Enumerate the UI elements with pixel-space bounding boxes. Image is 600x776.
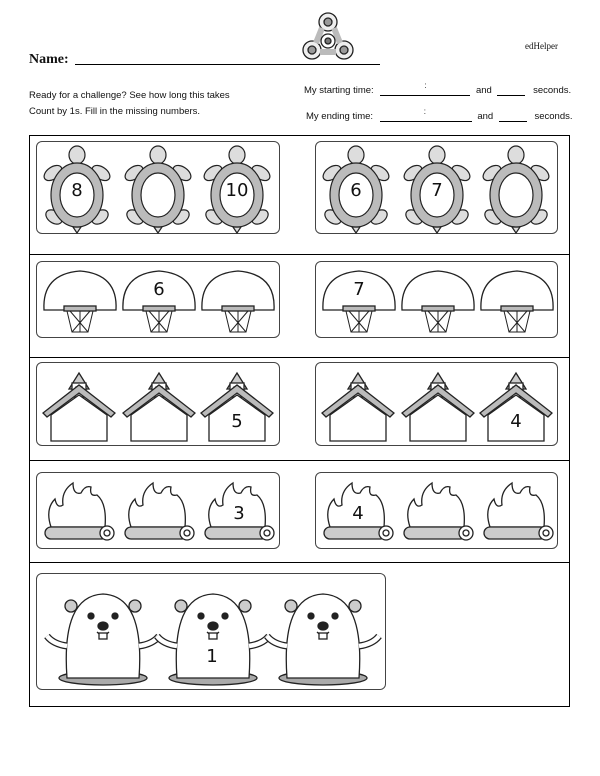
schoolhouse-item bbox=[199, 369, 275, 443]
turtle-number[interactable]: 10 bbox=[225, 180, 249, 201]
groundhog-icon bbox=[43, 586, 161, 686]
schoolhouse-item bbox=[41, 369, 117, 443]
campfire-item bbox=[320, 479, 396, 545]
turtle-number[interactable]: 6 bbox=[350, 180, 362, 201]
groundhog-icon bbox=[263, 586, 381, 686]
and-label: and bbox=[475, 85, 492, 96]
turtle-icon bbox=[479, 145, 553, 233]
row-divider bbox=[29, 357, 570, 358]
hoop-item bbox=[121, 268, 197, 334]
groundhog-item bbox=[263, 586, 381, 686]
campfire-item bbox=[400, 479, 476, 545]
campfire-icon bbox=[41, 479, 117, 545]
schoolhouse-item bbox=[121, 369, 197, 443]
turtle-number[interactable]: 7 bbox=[431, 180, 443, 201]
ending-time-label: My ending time: bbox=[306, 111, 374, 122]
hoop-number[interactable]: 6 bbox=[153, 279, 165, 300]
hoop-card-left bbox=[36, 261, 280, 338]
brand-label: edHelper bbox=[525, 41, 558, 51]
schoolhouse-card-right bbox=[315, 362, 558, 446]
schoolhouse-icon bbox=[41, 369, 117, 443]
schoolhouse-icon bbox=[121, 369, 197, 443]
turtle-item bbox=[400, 145, 474, 233]
turtle-card-left bbox=[36, 141, 280, 234]
groundhog-number[interactable]: 1 bbox=[206, 646, 218, 667]
basketball-hoop-icon bbox=[121, 268, 197, 334]
name-field[interactable] bbox=[75, 64, 380, 65]
schoolhouse-icon bbox=[400, 369, 476, 443]
starting-time-label: My starting time: bbox=[304, 85, 374, 96]
turtle-item bbox=[319, 145, 393, 233]
schoolhouse-item bbox=[478, 369, 554, 443]
basketball-hoop-icon bbox=[200, 268, 276, 334]
turtle-item bbox=[40, 145, 114, 233]
instruction-line-2: Count by 1s. Fill in the missing numbers. bbox=[29, 106, 201, 117]
schoolhouse-number[interactable]: 5 bbox=[231, 411, 243, 432]
groundhog-icon bbox=[153, 586, 271, 686]
campfire-card-left bbox=[36, 472, 280, 549]
basketball-hoop-icon bbox=[321, 268, 397, 334]
starting-seconds-blank[interactable] bbox=[497, 85, 525, 96]
campfire-number[interactable]: 3 bbox=[233, 503, 245, 524]
ending-seconds-blank[interactable] bbox=[499, 111, 527, 122]
campfire-item bbox=[480, 479, 556, 545]
name-label: Name: bbox=[29, 52, 69, 67]
hoop-item bbox=[479, 268, 555, 334]
schoolhouse-number[interactable]: 4 bbox=[510, 411, 522, 432]
schoolhouse-item bbox=[400, 369, 476, 443]
starting-time-blank[interactable]: : bbox=[380, 85, 470, 96]
hoop-number[interactable]: 7 bbox=[353, 279, 365, 300]
ending-time-row bbox=[306, 107, 573, 122]
instruction-line-1: Ready for a challenge? See how long this takes bbox=[29, 90, 230, 101]
campfire-item bbox=[201, 479, 277, 545]
hoop-item bbox=[42, 268, 118, 334]
schoolhouse-icon bbox=[320, 369, 396, 443]
campfire-card-right bbox=[315, 472, 558, 549]
basketball-hoop-icon bbox=[42, 268, 118, 334]
basketball-hoop-icon bbox=[400, 268, 476, 334]
row-divider bbox=[29, 460, 570, 461]
fidget-spinner-icon bbox=[298, 10, 358, 64]
campfire-icon bbox=[121, 479, 197, 545]
starting-time-row bbox=[304, 81, 572, 96]
turtle-card-right bbox=[315, 141, 558, 234]
seconds-label: seconds. bbox=[533, 85, 572, 96]
groundhog-item bbox=[153, 586, 271, 686]
campfire-icon bbox=[480, 479, 556, 545]
basketball-hoop-icon bbox=[479, 268, 555, 334]
turtle-number[interactable]: 8 bbox=[71, 180, 83, 201]
groundhog-card bbox=[36, 573, 386, 690]
campfire-item bbox=[41, 479, 117, 545]
and-label: and bbox=[477, 111, 494, 122]
campfire-item bbox=[121, 479, 197, 545]
hoop-item bbox=[400, 268, 476, 334]
turtle-item bbox=[479, 145, 553, 233]
row-divider bbox=[29, 254, 570, 255]
row-divider bbox=[29, 562, 570, 563]
seconds-label: seconds. bbox=[534, 111, 573, 122]
schoolhouse-card-left bbox=[36, 362, 280, 446]
hoop-item bbox=[200, 268, 276, 334]
groundhog-item bbox=[43, 586, 161, 686]
turtle-icon bbox=[121, 145, 195, 233]
campfire-number[interactable]: 4 bbox=[352, 503, 364, 524]
hoop-item bbox=[321, 268, 397, 334]
turtle-item bbox=[200, 145, 274, 233]
campfire-icon bbox=[400, 479, 476, 545]
hoop-card-right bbox=[315, 261, 558, 338]
turtle-item bbox=[121, 145, 195, 233]
schoolhouse-item bbox=[320, 369, 396, 443]
ending-time-blank[interactable]: : bbox=[380, 111, 472, 122]
